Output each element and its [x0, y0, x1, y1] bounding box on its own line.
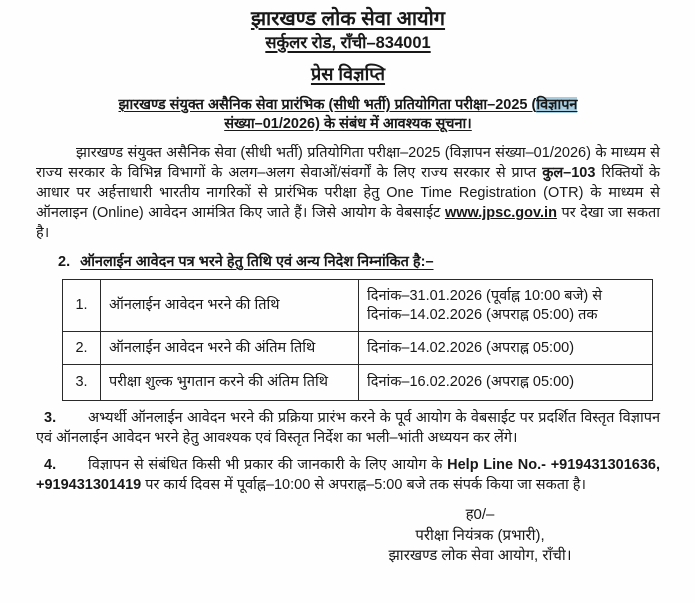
- date-line: दिनांक–16.02.2026 (अपराह्न 05:00): [367, 374, 575, 390]
- signature-mark: ह0/–: [465, 506, 495, 523]
- subject-heading: [36, 96, 660, 134]
- section-2-heading: [36, 252, 660, 273]
- subject-line-1: झारखण्ड संयुक्त असैनिक सेवा प्रारंभिक (सीधी भर्ती) प्रतियोगिता परीक्षा–2025 (विज्ञापन: [118, 97, 578, 113]
- row-label: ऑनलाईन आवेदन भरने की तिथि: [101, 280, 359, 332]
- paragraph-3-text: अभ्यर्थी ऑनलाईन आवेदन भरने की प्रक्रिया प्रारंभ करने के पूर्व आयोग के वेबसाईट पर प्रदर्शित विस्तृत विज्ञापन एवं ऑनलाईन आवेदन भरने हेतु आवश्यक एवं विस्तृत निर्देश का भली–भांती अध्ययन कर लेंगे।: [36, 410, 660, 446]
- row-serial: 3.: [63, 365, 101, 401]
- signatory-title: परीक्षा नियंत्रक (प्रभारी),: [415, 526, 545, 544]
- organization-name: झारखण्ड लोक सेवा आयोग: [250, 8, 446, 30]
- paragraph-4-number: 4.: [44, 457, 57, 473]
- row-dates: [359, 280, 653, 332]
- row-dates: [359, 365, 653, 401]
- signatory-organization: झारखण्ड लोक सेवा आयोग, राँची।: [388, 547, 572, 564]
- table-row: [63, 365, 653, 401]
- section-2-title: ऑनलाईन आवेदन पत्र भरने हेतु तिथि एवं अन्य निदेश निम्नांकित है:–: [80, 254, 434, 270]
- section-2-number: 2.: [58, 254, 71, 270]
- row-label: ऑनलाईन आवेदन भरने की अंतिम तिथि: [101, 332, 359, 365]
- document-type-heading: प्रेस विज्ञप्ति: [310, 64, 386, 84]
- table-row: [63, 280, 653, 332]
- table-row: [63, 332, 653, 365]
- paragraph-3-number: 3.: [44, 410, 57, 426]
- row-dates: [359, 332, 653, 365]
- dates-table: [62, 279, 653, 401]
- signature-block: [355, 505, 605, 567]
- subject-line-2: संख्या–01/2026) के संबंध में आवश्यक सूचना।: [224, 116, 472, 132]
- row-serial: 2.: [63, 332, 101, 365]
- paragraph-3: [36, 409, 660, 448]
- organization-address: सर्कुलर रोड, राँची–834001: [265, 34, 431, 52]
- paragraph-4-text: विज्ञापन से संबंधित किसी भी प्रकार की जानकारी के लिए आयोग के Help Line No.- +919431301636, +919431301419 पर कार्य दिवस में पूर्वाह्न–10:00 से अपराह्न–5:00 बजे तक संपर्क किया जा सकता है।: [36, 457, 660, 493]
- paragraph-intro: झारखण्ड संयुक्त असैनिक सेवा (सीधी भर्ती) प्रतियोगिता परीक्षा–2025 (विज्ञापन संख्या–01/2026) के माध्यम से राज्य सरकार के विभिन्न विभागों के अलग–अलग सेवाओं/संवर्गों के लिए राज्य सरकार से प्राप्त कुल–103 रिक्तियों के आधार पर अर्हत्ताधारी भारतीय नागरिकों से प्रारंभिक परीक्षा हेतु One Time Registration (OTR) के माध्यम से ऑनलाइन (Online) आवेदन आमंत्रित किए जाते हैं। जिसे आयोग के वेबसाईट www.jpsc.gov.in पर देखा जा सकता है।: [36, 145, 660, 241]
- date-line: दिनांक–14.02.2026 (अपराह्न 05:00): [367, 339, 575, 356]
- date-line: दिनांक–31.01.2026 (पूर्वाह्न 10:00 बजे) से: [367, 287, 602, 304]
- date-line: दिनांक–14.02.2026 (अपराह्न 05:00) तक: [367, 306, 598, 323]
- row-serial: 1.: [63, 280, 101, 332]
- paragraph-4: [36, 456, 660, 495]
- row-label: परीक्षा शुल्क भुगतान करने की अंतिम तिथि: [101, 365, 359, 401]
